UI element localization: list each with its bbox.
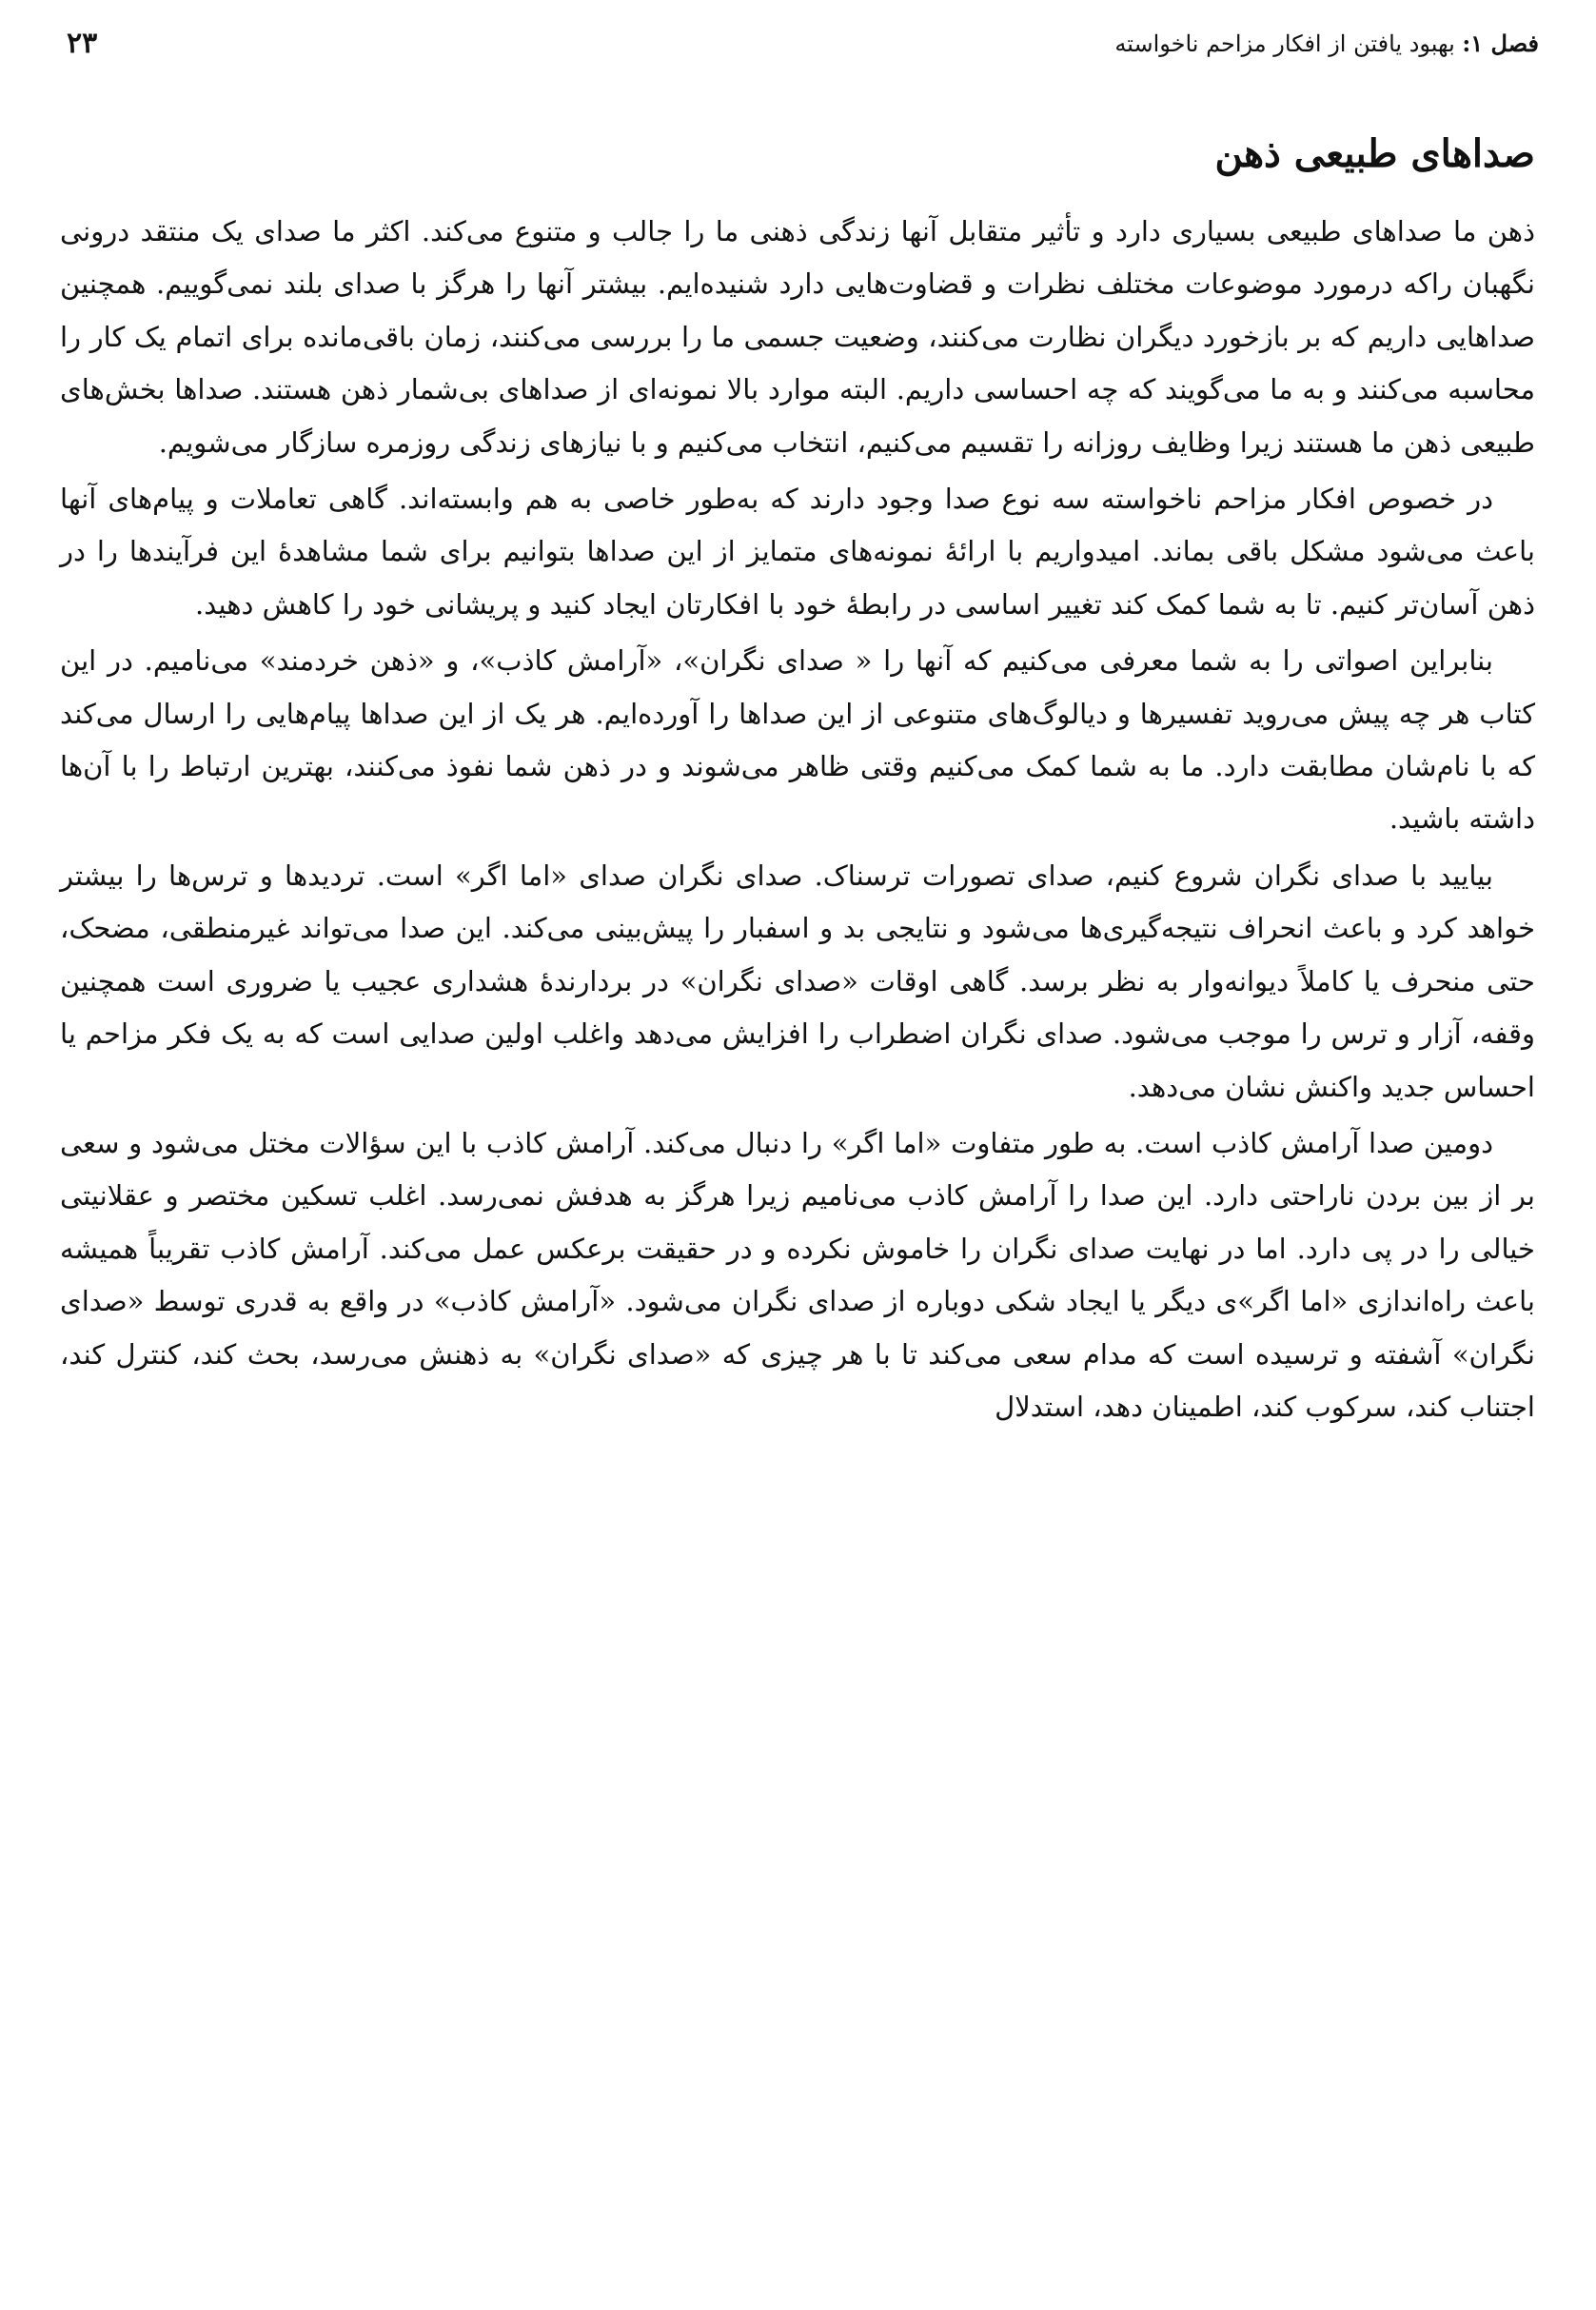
chapter-label: فصل ۱: bbox=[1462, 30, 1539, 57]
page-number: ۲۳ bbox=[67, 27, 98, 60]
paragraph-5: دومین صدا آرامش کاذب است. به طور متفاوت «اما اگر» را دنبال می‌کند. آرامش کاذب با این سؤالات مختل می‌شود و سعی بر از بین بردن ناراحتی دارد. این صدا را آرامش کاذب می‌نامیم زیرا هرگز به هدفش نمی‌رسد. اغلب تسکین مختصر و عقلانیتی خیالی را در پی دارد. اما در نهایت صدای نگران را خاموش نکرده و در حقیقت برعکس عمل می‌کند. آرامش کاذب تقریباً همیشه باعث راه‌اندازی «اما اگر»ی دیگر یا ایجاد شکی دوباره از صدای نگران می‌شود. «آرامش کاذب» در واقع به قدری توسط «صدای نگران» آشفته و ترسیده است که مدام سعی می‌کند تا با هر چیزی که «صدای نگران» به ذهنش می‌رسد، بحث کند، کنترل کند، اجتناب کند، سرکوب کند، اطمینان دهد، استدلال bbox=[60, 1126, 1535, 1423]
paragraph-2: در خصوص افکار مزاحم ناخواسته سه نوع صدا وجود دارند که به‌طور خاصی به هم وابسته‌اند. گاهی تعاملات و پیام‌های آنها باعث می‌شود مشکل باقی بماند. امیدواریم با ارائهٔ نمونه‌های متمایز از این صداها بتوانیم برای شما مشاهدهٔ این فرآیندها را در ذهن آسان‌تر کنیم. تا به شما کمک کند تغییر اساسی در رابطهٔ خود با افکارتان ایجاد کنید و پریشانی خود را کاهش دهید. bbox=[60, 483, 1535, 621]
paragraph-4: بیایید با صدای نگران شروع کنیم، صدای تصورات ترسناک. صدای نگران صدای «اما اگر» است. تردیدها و ترس‌ها را بیشتر خواهد کرد و باعث انحراف نتیجه‌گیری‌ها می‌شود و نتایجی بد و اسفبار را پیش‌بینی می‌کند. این صدا می‌تواند غیرمنطقی، مضحک، حتی منحرف یا کاملاً دیوانه‌وار به نظر برسد. گاهی اوقات «صدای نگران» در بردارندهٔ هشداری عجیب یا ضروری است همچنین وقفه، آزار و ترس را موجب می‌شود. صدای نگران اضطراب را افزایش می‌دهد واغلب اولین صدایی است که به یک فکر مزاحم یا احساس جدید واکنش نشان می‌دهد. bbox=[60, 859, 1535, 1103]
section-title: صداهای طبیعی ذهن bbox=[1214, 131, 1535, 176]
paragraph-3: بنابراین اصواتی را به شما معرفی می‌کنیم که آنها را « صدای نگران»، «آرامش کاذب»، و «ذهن خردمند» می‌نامیم. در این کتاب هر چه پیش می‌روید تفسیرها و دیالوگ‌های متنوعی از این صداها را آورده‌ایم. هر یک از این صداها پیام‌هایی را ارسال می‌کند که با نام‌شان مطابقت دارد. ما به شما کمک می‌کنیم وقتی ظاهر می‌شوند و در ذهن شما نفوذ می‌کنند، بهترین ارتباط را با آن‌ها داشته باشید. bbox=[60, 644, 1535, 836]
chapter-heading bbox=[1114, 25, 1539, 63]
running-header bbox=[57, 25, 1539, 63]
chapter-title: بهبود یافتن از افکار مزاحم ناخواسته bbox=[1114, 30, 1455, 57]
body-text bbox=[60, 206, 1535, 1433]
paragraph-1: ذهن ما صداهای طبیعی بسیاری دارد و تأثیر متقابل آنها زندگی ذهنی ما را جالب و متنوع می‌کند. اکثر ما صدای یک منتقد درونی نگهبان راکه درمورد موضوعات مختلف نظرات و قضاوت‌هایی دارد شنیده‌ایم. بیشتر آنها را هرگز با صدای بلند نمی‌گوییم. همچنین صداهایی داریم که بر بازخورد دیگران نظارت می‌کنند، وضعیت جسمی ما را بررسی می‌کنند، زمان باقی‌مانده برای اتمام یک کار را محاسبه می‌کنند و به ما می‌گویند که چه احساسی داریم. البته موارد بالا نمونه‌ای از صداهای بی‌شمار ذهن هستند. صداها بخش‌های طبیعی ذهن ما هستند زیرا وظایف روزانه را تقسیم می‌کنیم، انتخاب می‌کنیم و با نیازهای زندگی روزمره سازگار می‌شویم. bbox=[60, 215, 1535, 459]
